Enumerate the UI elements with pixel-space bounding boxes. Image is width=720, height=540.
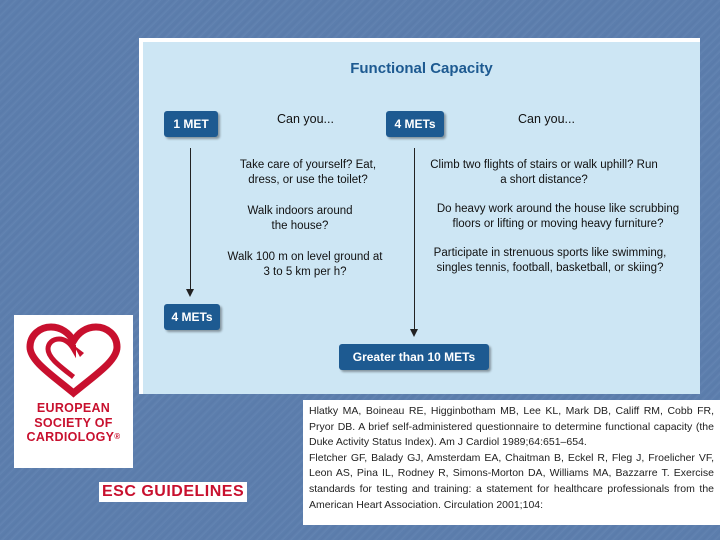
esc-line-1: EUROPEAN [36,401,111,415]
esc-guidelines-label: ESC GUIDELINES [99,482,247,502]
left-item-3: Walk 100 m on level ground at 3 to 5 km per h? [227,251,383,278]
functional-capacity-panel [139,38,700,394]
registered-mark: ® [114,432,121,441]
left-arrow-head [186,289,194,297]
right-header: Can you... [518,112,575,126]
left-start-box: 1 MET [164,111,218,137]
left-header: Can you... [277,112,334,126]
right-arrow-head [410,329,418,337]
left-arrow-line [190,148,191,292]
esc-org-name [14,401,133,445]
right-item-2: Do heavy work around the house like scrubbing floors or lifting or moving heavy furniture? [436,203,680,230]
left-item-2: Walk indoors around the house? [247,205,353,232]
reference-2: Fletcher GF, Balady GJ, Amsterdam EA, Chaitman B, Eckel R, Fleg J, Froelicher VF, Leon AS, Pina IL, Rodney R, Simons-Morton DA, Williams MA, Bazzarre T. Exercise standards for testing and training: a statement for healthcare professionals from the American Heart Association. Circulation 2001;104: [309,451,714,511]
reference-1: Hlatky MA, Boineau RE, Higginbotham MB, Lee KL, Mark DB, Califf RM, Cobb FR, Pryor DB. A brief self-administered questionnaire to determine functional capacity (the Duke Activity Status Index). Am J Cardiol 1989;64:651–654. [309,405,714,449]
esc-line-2: SOCIETY OF [34,415,113,430]
diagram-title: Functional Capacity [350,60,493,77]
left-end-box: 4 METs [164,304,220,330]
esc-line-3: CARDIOLOGY [26,430,115,444]
right-item-3: Participate in strenuous sports like swimming, singles tennis, football, basketball, or skiing? [433,247,667,274]
heart-icon [14,315,133,401]
right-end-box: Greater than 10 METs [339,344,489,370]
esc-line-3-wrap [14,430,133,445]
right-item-1: Climb two flights of stairs or walk uphill? Run a short distance? [430,159,658,186]
references-box [303,400,720,525]
right-start-box: 4 METs [386,111,444,137]
esc-logo [14,315,133,468]
left-item-1: Take care of yourself? Eat, dress, or use the toilet? [239,159,377,186]
right-arrow-line [414,148,415,333]
